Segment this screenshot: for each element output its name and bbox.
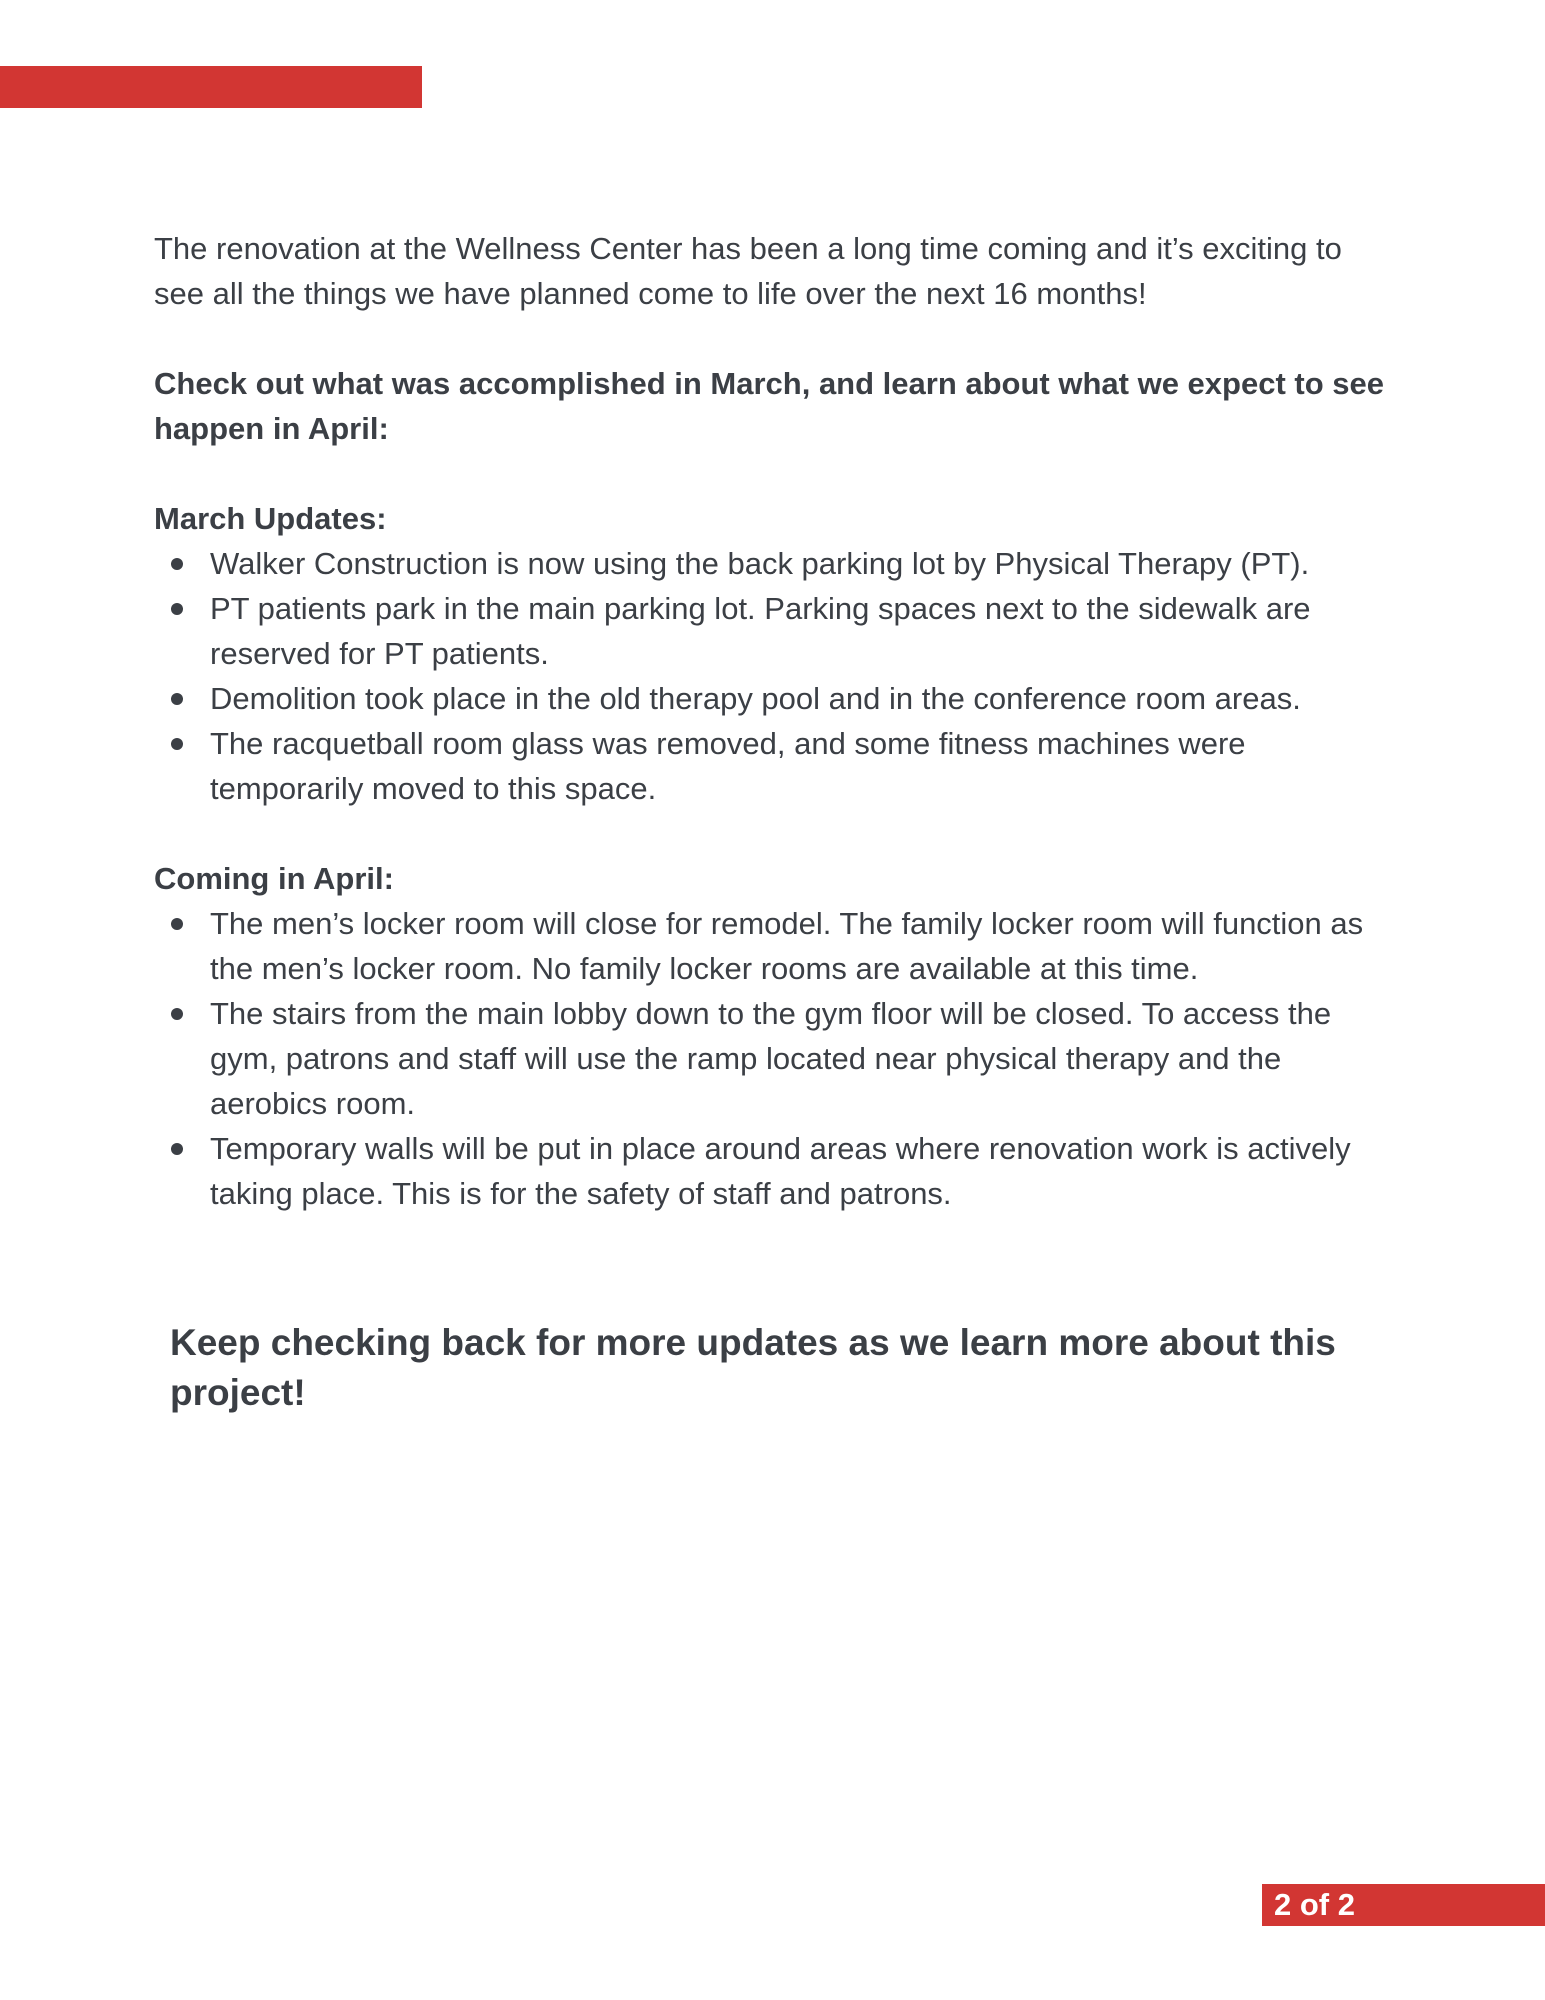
list-item: The racquetball room glass was removed, and some fitness machines were temporarily moved to this space. bbox=[154, 721, 1384, 811]
list-item: Walker Construction is now using the back parking lot by Physical Therapy (PT). bbox=[154, 541, 1384, 586]
intro-paragraph: The renovation at the Wellness Center has been a long time coming and it’s exciting to see all the things we have planned come to life over the next 16 months! bbox=[154, 231, 1342, 311]
page-number-badge bbox=[1262, 1884, 1545, 1926]
document-body bbox=[154, 226, 1384, 1261]
march-updates-list bbox=[154, 541, 1384, 811]
coming-in-april-heading: Coming in April: bbox=[154, 861, 394, 896]
list-item: Temporary walls will be put in place around areas where renovation work is actively taking place. This is for the safety of staff and patrons. bbox=[154, 1126, 1384, 1216]
closing-statement: Keep checking back for more updates as we learn more about this project! bbox=[170, 1322, 1336, 1413]
list-item: Demolition took place in the old therapy pool and in the conference room areas. bbox=[154, 676, 1384, 721]
april-updates-list bbox=[154, 901, 1384, 1216]
list-item: The stairs from the main lobby down to the gym floor will be closed. To access the gym, patrons and staff will use the ramp located near physical therapy and the aerobics room. bbox=[154, 991, 1384, 1126]
lead-paragraph: Check out what was accomplished in March, and learn about what we expect to see happen in April: bbox=[154, 366, 1384, 446]
list-item: PT patients park in the main parking lot. Parking spaces next to the sidewalk are reserved for PT patients. bbox=[154, 586, 1384, 676]
header-accent-bar bbox=[0, 66, 422, 108]
march-updates-heading: March Updates: bbox=[154, 501, 387, 536]
list-item: The men’s locker room will close for remodel. The family locker room will function as the men’s locker room. No family locker rooms are available at this time. bbox=[154, 901, 1384, 991]
page-number-label: 2 of 2 bbox=[1274, 1887, 1355, 1922]
